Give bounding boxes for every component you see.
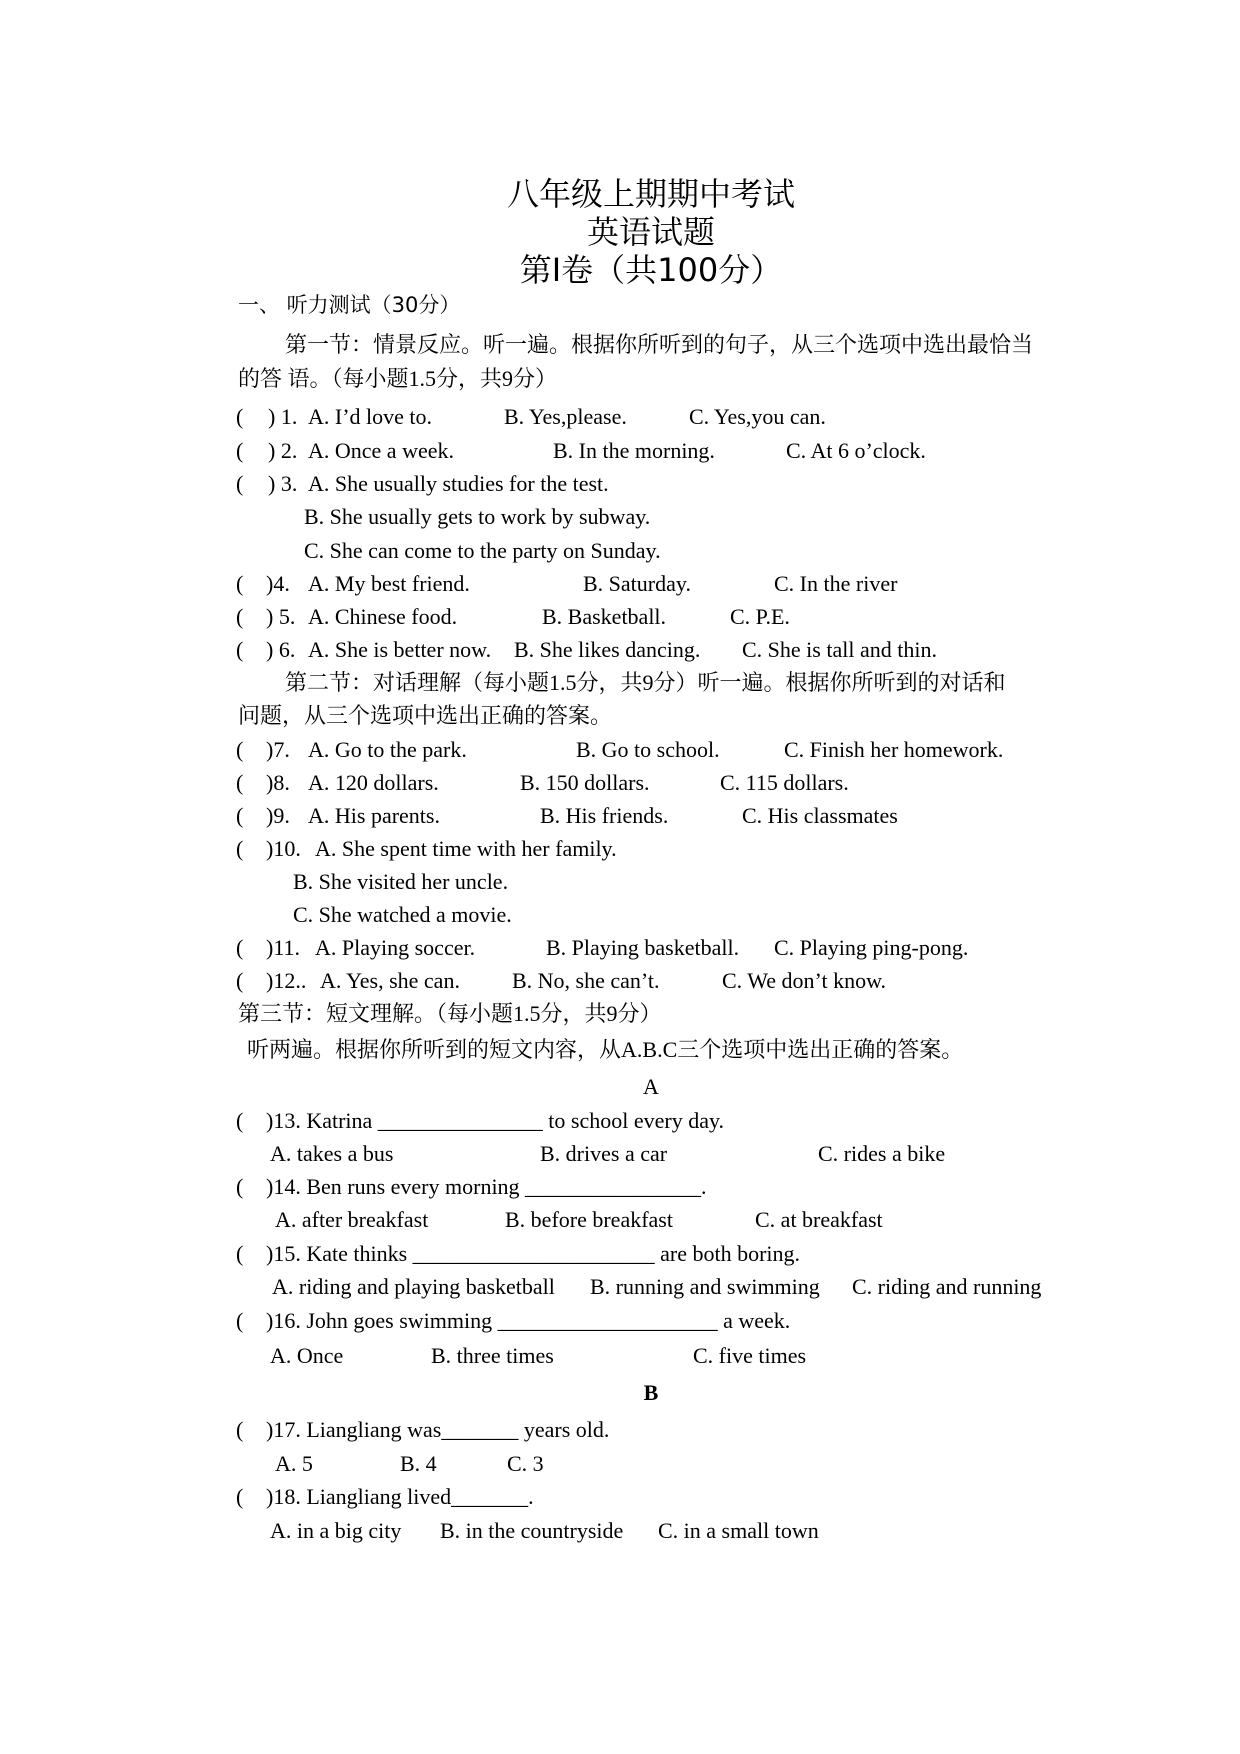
option-c: C. at breakfast [755,1207,883,1232]
option-b: B. She usually gets to work by subway. [304,504,651,529]
option-b: B. In the morning. [553,438,715,463]
option-b: B. running and swimming [590,1274,820,1299]
option-a: A. 5 [275,1451,313,1476]
answer-paren: ( [236,1174,244,1199]
option-b: B. Go to school. [576,737,720,762]
option-c: C. She is tall and thin. [742,637,937,662]
answer-paren: ( [236,1308,244,1333]
option-b: B. His friends. [540,803,669,828]
answer-paren: ( [236,1484,244,1509]
part1-instruction-line2: 的答 语。（每小题1.5分，共9分） [238,366,558,391]
part1-instruction-line1: 第一节：情景反应。听一遍。根据你所听到的句子，从三个选项中选出最恰当 [285,332,1034,357]
option-b: B. No, she can’t. [512,968,660,993]
option-c: C. 3 [507,1451,544,1476]
option-a: A. Once a week. [308,438,454,463]
answer-paren: ( [236,1241,244,1266]
passage-b-label: B [643,1380,659,1405]
option-a: A. Once [270,1343,344,1368]
answer-paren: ( [236,438,244,463]
passage-a-label: A [643,1074,659,1099]
question-number: ) 5. [266,604,296,629]
question-stem: )15. Kate thinks ______________________ are both boring. [266,1241,801,1266]
option-c: C. P.E. [730,604,790,629]
option-a: A. She is better now. [308,637,492,662]
option-b: B. Yes,please. [504,404,627,429]
option-b: B. She likes dancing. [514,637,701,662]
option-c: C. She watched a movie. [293,902,512,927]
option-b: B. She visited her uncle. [293,869,509,894]
option-b: B. 4 [400,1451,437,1476]
option-b: B. drives a car [540,1141,668,1166]
option-b: B. before breakfast [505,1207,673,1232]
answer-paren: ( [236,935,244,960]
question-stem: )16. John goes swimming ____________________ a week. [266,1308,791,1333]
question-number: )7. [266,737,290,762]
answer-paren: ( [236,471,244,496]
answer-paren: ( [236,737,244,762]
part2-instruction-line1: 第二节：对话理解（每小题1.5分，共9分）听一遍。根据你所听到的对话和 [285,670,1006,695]
question-number: ) 1. [268,404,298,429]
question-number: )9. [266,803,290,828]
answer-paren: ( [236,968,244,993]
section-heading-listening: 一、 听力测试（30分） [238,293,461,317]
option-c: C. 115 dollars. [720,770,849,795]
option-a: A. after breakfast [275,1207,429,1232]
question-number: )10. [266,836,301,861]
option-b: B. 150 dollars. [520,770,650,795]
option-b: B. in the countryside [440,1518,624,1543]
question-stem: )18. Liangliang lived_______. [266,1484,534,1509]
question-number: ) 2. [268,438,298,463]
option-c: C. riding and running [852,1274,1042,1299]
option-b: B. Basketball. [542,604,667,629]
answer-paren: ( [236,637,244,662]
answer-paren: ( [236,604,244,629]
option-a: A. His parents. [308,803,440,828]
option-c: C. His classmates [742,803,898,828]
question-stem: )14. Ben runs every morning ________________. [266,1174,707,1199]
question-stem: )17. Liangliang was_______ years old. [266,1417,610,1442]
answer-paren: ( [236,571,244,596]
question-number: ) 3. [268,471,298,496]
answer-paren: ( [236,1108,244,1133]
option-a: A. riding and playing basketball [272,1274,555,1299]
option-a: A. Chinese food. [308,604,458,629]
part2-instruction-line2: 问题，从三个选项中选出正确的答案。 [238,703,613,728]
question-number: )4. [266,571,290,596]
subject-title: 英语试题 [586,213,715,251]
option-a: A. She usually studies for the test. [308,471,609,496]
answer-paren: ( [236,1417,244,1442]
option-c: C. Yes,you can. [689,404,826,429]
part3-instruction-line2: 听两遍。根据你所听到的短文内容，从A.B.C三个选项中选出正确的答案。 [247,1037,964,1062]
answer-paren: ( [236,404,244,429]
option-c: C. Playing ping-pong. [774,935,969,960]
question-stem: )13. Katrina _______________ to school every day. [266,1108,725,1133]
option-a: A. She spent time with her family. [315,836,617,861]
option-a: A. My best friend. [308,571,470,596]
answer-paren: ( [236,803,244,828]
option-a: A. takes a bus [270,1141,394,1166]
answer-paren: ( [236,836,244,861]
answer-paren: ( [236,770,244,795]
exam-title: 八年级上期期中考试 [506,175,795,213]
option-a: A. 120 dollars. [308,770,439,795]
question-number: )11. [266,935,301,960]
option-c: C. We don’t know. [722,968,887,993]
question-number: )8. [266,770,290,795]
question-number: ) 6. [266,637,296,662]
option-c: C. In the river [774,571,898,596]
option-b: B. three times [431,1343,554,1368]
option-a: A. I’d love to. [308,404,433,429]
option-a: A. in a big city [270,1518,402,1543]
option-c: C. rides a bike [818,1141,946,1166]
part3-instruction-line1: 第三节：短文理解。（每小题1.5分，共9分） [238,1001,662,1026]
option-b: B. Saturday. [583,571,691,596]
option-c: C. five times [693,1343,807,1368]
option-a: A. Yes, she can. [320,968,460,993]
option-c: C. She can come to the party on Sunday. [304,538,661,563]
volume-title: 第Ⅰ卷（共100分） [519,251,783,289]
option-c: C. in a small town [658,1518,819,1543]
question-number: )12.. [266,968,307,993]
option-c: C. Finish her homework. [784,737,1004,762]
option-c: C. At 6 o’clock. [786,438,926,463]
option-a: A. Go to the park. [308,737,467,762]
option-b: B. Playing basketball. [546,935,740,960]
option-a: A. Playing soccer. [315,935,476,960]
